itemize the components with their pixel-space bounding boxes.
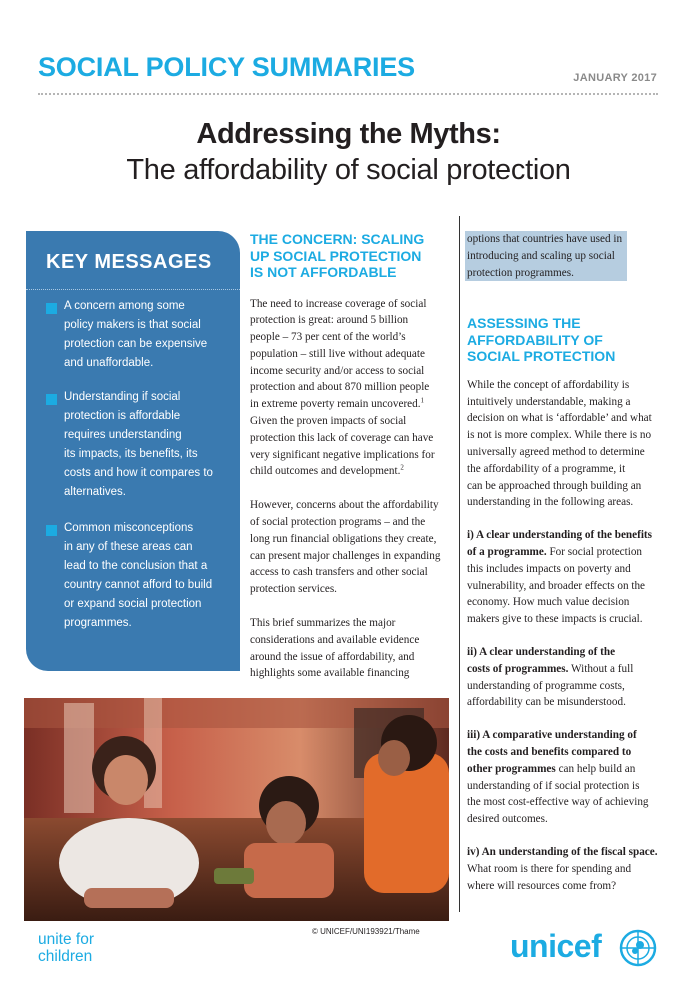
document-title: Addressing the Myths: [196,118,501,150]
document-subtitle: The affordability of social protection [126,154,571,186]
concern-paragraph-1: The need to increase coverage of social protection is great: around 5 billion people – 73 per cent of the world’s population – still live without adequate income security and/or access to social protection and about 870 million people in extreme poverty remain uncovered.$^1$ Given the proven impacts of social protection this lack of coverage can have very significant negative implications for child outcomes and development.$^2$ [250,297,435,478]
unicef-logo[interactable]: unicef [510,928,602,964]
assessment-point-costs: ii) A clear understanding of the costs of programmes. Without a full understanding of programme costs, affordability can be misunderstood. [467,646,634,709]
footnote-ref[interactable]: 1 [420,396,425,405]
assessment-point-benefits: i) A clear understanding of the benefits of a programme. For social protection this includes impacts on poverty and vulnerability, and broader effects on the economy. How much value decision makers give to these impacts is crucial. [467,529,653,626]
key-messages-panel [26,231,240,671]
assessing-intro: While the concept of affordability is intuitively understandable, making a decision on what is ‘affordable’ and what is not is more complex. While there is no universally agreed method to determine the affordability of a programme, it can be approached through building an understanding in the following areas. [467,378,652,509]
key-messages-title: KEY MESSAGES [46,251,212,273]
assessment-point-comparative: iii) A comparative understanding of the costs and benefits compared to other programmes can help build an understanding of if social protection is the most cost-effective way of achieving desired outcomes. [467,729,649,826]
header-divider [38,93,658,95]
publication-date: JANUARY 2017 [573,72,657,84]
tagline: unite for children [38,931,95,965]
concern-heading: THE CONCERN: SCALING UP SOCIAL PROTECTION IS NOT AFFORDABLE [250,231,425,280]
assessing-heading: ASSESSING THE AFFORDABILITY OF SOCIAL PROTECTION [467,315,616,365]
assessment-point-fiscal: iv) An understanding of the fiscal space. What room is there for spending and where will resources come from? [467,846,658,892]
key-message-text: A concern among some policy makers is that social protection can be expensive and unaffordable. [64,300,208,369]
children-photo [24,698,449,921]
key-messages-header [26,231,240,290]
column-divider [459,216,460,912]
series-title: SOCIAL POLICY SUMMARIES [38,52,415,82]
concern-column [250,231,448,682]
key-message-text: Common misconceptions in any of these areas can lead to the conclusion that a country cannot afford to build or expand social protection programmes. [64,522,213,629]
photo-credit: © UNICEF/UNI193921/Thame [312,927,420,936]
highlighted-continuation[interactable]: options that countries have used in introducing and scaling up social protection programmes. [467,231,672,281]
concern-paragraph-2: However, concerns about the affordability of social protection programs – and the long run financial obligations they create, can present major challenges in expanding access to cash transfers and other social protection services. [250,499,441,596]
unicef-emblem-icon [618,928,658,968]
key-message-text: Understanding if social protection is affordable requires understanding its impacts, its benefits, its costs and how it compares to alternatives. [64,391,213,498]
concern-paragraph-3: This brief summarizes the major considerations and available evidence around the issue of affordability, and highlights some available financing [250,617,420,680]
footnote-ref[interactable]: 2 [400,463,404,472]
assessment-column [467,231,672,894]
square-bullet-icon [46,525,57,536]
square-bullet-icon [46,394,57,405]
square-bullet-icon [46,303,57,314]
